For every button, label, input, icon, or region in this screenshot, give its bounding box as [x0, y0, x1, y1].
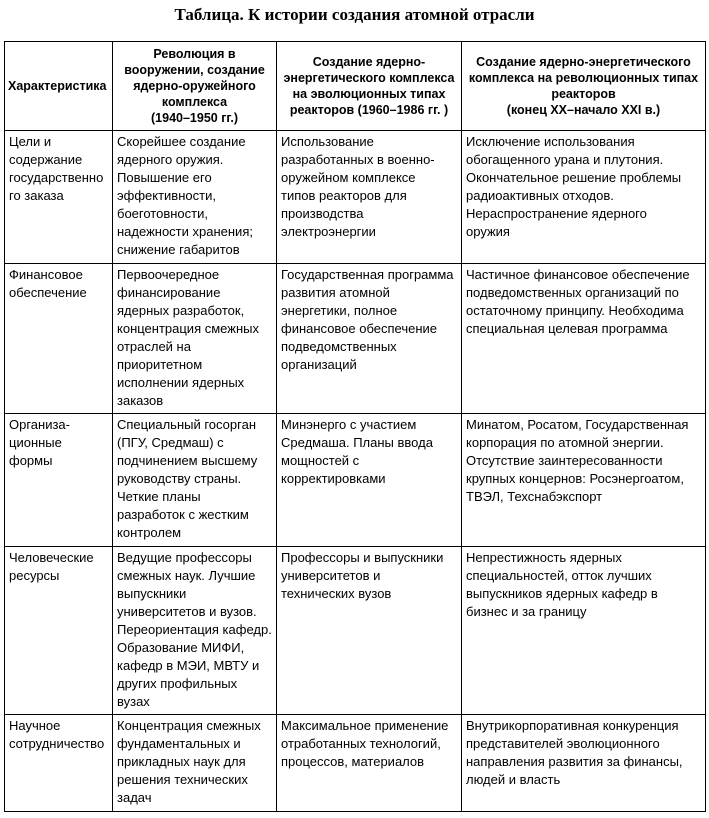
cell-text-line: комплекса	[161, 95, 228, 109]
cell-text-line: оружейном комплексе	[281, 170, 416, 185]
cell-text-line: (конец XX–начало XXI в.)	[506, 103, 661, 117]
cell-text-line: остаточному принципу. Необходима	[466, 303, 684, 318]
table-cell	[113, 715, 277, 812]
cell-text-line: электроэнергии	[281, 224, 376, 239]
cell-text-line: подведомственных организаций по	[466, 285, 679, 300]
cell-text-line: подчинением высшему	[117, 453, 258, 468]
cell-text-line: Профессоры и выпускники	[281, 550, 444, 565]
cell-text-line: специальностей, отток лучших	[466, 568, 652, 583]
cell-text-line: ТВЭЛ, Техснабэкспорт	[466, 489, 603, 504]
cell-text-line: руководству страны.	[117, 471, 242, 486]
cell-text-line: Научное	[9, 718, 61, 733]
table-cell	[462, 547, 706, 715]
cell-text-line: Минэнерго с участием	[281, 417, 417, 432]
cell-text-line: выпускников ядерных кафедр в	[466, 586, 658, 601]
cell-text-line: приоритетном	[117, 357, 203, 372]
cell-text-line: исполнении ядерных	[117, 375, 245, 390]
table-row	[5, 131, 706, 264]
table-cell	[113, 264, 277, 414]
table-row	[5, 547, 706, 715]
page-title: Таблица. К истории создания атомной отрасли	[174, 5, 535, 24]
row-label-cell	[5, 264, 113, 414]
cell-text-line: Государственная программа	[281, 267, 454, 282]
cell-text-line: Концентрация смежных	[117, 718, 261, 733]
row-label-cell	[5, 547, 113, 715]
cell-text-line: Первоочередное	[117, 267, 220, 282]
cell-text-line: типов реакторов для	[281, 188, 407, 203]
cell-text-line: разработок с жестким	[117, 507, 249, 522]
row-label-cell	[5, 414, 113, 547]
cell-text-line: энергетического комплекса	[283, 71, 455, 85]
cell-text-line: оружия	[466, 224, 510, 239]
cell-text-line: Цели и	[9, 134, 52, 149]
table-cell	[462, 131, 706, 264]
cell-text-line: подведомственных	[281, 339, 397, 354]
cell-text-line: других профильных	[117, 676, 238, 691]
cell-text-line: университетов и вузов.	[117, 604, 257, 619]
cell-text-line: Образование МИФИ,	[117, 640, 245, 655]
cell-text-line: Отсутствие заинтересованности	[466, 453, 663, 468]
cell-text-line: развития атомной	[281, 285, 390, 300]
cell-text-line: Окончательное решение проблемы	[466, 170, 682, 185]
cell-text-line: бизнес и за границу	[466, 604, 587, 619]
cell-text-line: на эволюционных типах	[292, 87, 446, 101]
cell-text-line: вузах	[117, 694, 150, 709]
cell-text-line: обеспечение	[9, 285, 87, 300]
cell-text-line: содержание	[9, 152, 83, 167]
cell-text-line: кафедр в МЭИ, МВТУ и	[117, 658, 260, 673]
table-cell	[277, 414, 462, 547]
cell-text-line: реакторов	[551, 87, 616, 101]
cell-text-line: людей и власть	[466, 772, 561, 787]
cell-text-line: Повышение его	[117, 170, 212, 185]
cell-text-line: задач	[117, 790, 152, 805]
cell-text-line: специальная целевая программа	[466, 321, 668, 336]
cell-text-line: производства	[281, 206, 364, 221]
table-cell	[277, 715, 462, 812]
cell-text-line: контролем	[117, 525, 182, 540]
cell-text-line: организаций	[281, 357, 357, 372]
cell-text-line: фундаментальных и	[117, 736, 241, 751]
cell-text-line: финансовое обеспечение	[281, 321, 438, 336]
cell-text-line: Финансовое	[9, 267, 83, 282]
cell-text-line: Скорейшее создание	[117, 134, 246, 149]
cell-text-line: радиоактивных отходов.	[466, 188, 614, 203]
cell-text-line: корпорация по атомной энергии.	[466, 435, 664, 450]
cell-text-line: боеготовности,	[117, 206, 208, 221]
cell-text-line: корректировками	[281, 471, 386, 486]
cell-text-line: ционные	[9, 435, 62, 450]
table-cell	[462, 264, 706, 414]
header-cell-revolutionary-reactors	[462, 42, 706, 131]
cell-text-line: технических вузов	[281, 586, 392, 601]
cell-text-line: снижение габаритов	[117, 242, 240, 257]
cell-text-line: Организа-	[9, 417, 70, 432]
cell-text-line: Создание ядерно-	[312, 55, 426, 69]
cell-text-line: Частичное финансовое обеспечение	[466, 267, 690, 282]
cell-text-line: заказов	[117, 393, 164, 408]
cell-text-line: университетов и	[281, 568, 381, 583]
cell-text-line: мощностей с	[281, 453, 360, 468]
cell-text-line: решения технических	[117, 772, 248, 787]
header-cell-characteristic	[5, 42, 113, 131]
cell-text-line: сотрудничество	[9, 736, 105, 751]
cell-text-line: ресурсы	[9, 568, 60, 583]
cell-text-line: финансирование	[117, 285, 221, 300]
cell-text-line: крупных концернов: Росэнергоатом,	[466, 471, 684, 486]
table-row	[5, 715, 706, 812]
cell-text-line: Внутрикорпоративная конкуренция	[466, 718, 679, 733]
table-cell	[462, 715, 706, 812]
cell-text-line: ядерных разработок,	[117, 303, 245, 318]
cell-text-line: Исключение использования	[466, 134, 635, 149]
cell-text-line: вооружении, создание	[124, 63, 265, 77]
table-cell	[113, 414, 277, 547]
cell-text-line: Переориентация кафедр.	[117, 622, 272, 637]
table-cell	[113, 131, 277, 264]
cell-text-line: Четкие планы	[117, 489, 201, 504]
cell-text-line: реакторов (1960–1986 гг. )	[289, 103, 449, 117]
cell-text-line: надежности хранения;	[117, 224, 253, 239]
cell-text-line: (1940–1950 гг.)	[151, 111, 238, 125]
cell-text-line: го заказа	[9, 188, 64, 203]
table-cell	[113, 547, 277, 715]
header-row	[5, 42, 706, 131]
cell-text-line: Средмаша. Планы ввода	[281, 435, 433, 450]
table-row	[5, 414, 706, 547]
cell-text-line: Человеческие	[9, 550, 94, 565]
cell-text-line: Ведущие профессоры	[117, 550, 252, 565]
cell-text-line: Революция в	[153, 47, 236, 61]
cell-text-line: Создание ядерно-энергетического	[476, 55, 691, 69]
cell-text-line: Непрестижность ядерных	[466, 550, 622, 565]
cell-text-line: (ПГУ, Средмаш) с	[117, 435, 224, 450]
cell-text-line: ядерно-оружейного	[133, 79, 256, 93]
cell-text-line: комплекса на революционных типах	[468, 71, 699, 85]
cell-text-line: энергетики, полное	[281, 303, 398, 318]
cell-text-line: концентрация смежных	[117, 321, 259, 336]
cell-text-line: формы	[9, 453, 53, 468]
cell-text-line: государственно	[9, 170, 104, 185]
cell-text-line: процессов, материалов	[281, 754, 425, 769]
cell-text-line: Минатом, Росатом, Государственная	[466, 417, 689, 432]
cell-text-line: выпускники	[117, 586, 187, 601]
cell-text-line: представителей эволюционного	[466, 736, 660, 751]
table-cell	[462, 414, 706, 547]
cell-text-line: Специальный госорган	[117, 417, 257, 432]
table-cell	[277, 264, 462, 414]
table-cell	[277, 131, 462, 264]
cell-text-line: направления развития за финансы,	[466, 754, 683, 769]
table-cell	[277, 547, 462, 715]
header-cell-evolutionary	[277, 42, 462, 131]
cell-text-line: Нераспространение ядерного	[466, 206, 647, 221]
cell-text-line: прикладных наук для	[117, 754, 246, 769]
cell-text-line: разработанных в военно-	[281, 152, 435, 167]
cell-text-line: эффективности,	[117, 188, 216, 203]
cell-text-line: Использование	[281, 134, 374, 149]
cell-text-line: смежных наук. Лучшие	[117, 568, 256, 583]
row-label-cell	[5, 715, 113, 812]
table-row	[5, 264, 706, 414]
cell-text-line: отраслей на	[117, 339, 191, 354]
cell-text-line: обогащенного урана и плутония.	[466, 152, 664, 167]
cell-text-line: отработанных технологий,	[281, 736, 441, 751]
history-table	[4, 41, 706, 812]
header-cell-revolution	[113, 42, 277, 131]
cell-text-line: ядерного оружия.	[117, 152, 224, 167]
cell-text-line: Характеристика	[8, 79, 107, 93]
cell-text-line: Максимальное применение	[281, 718, 449, 733]
row-label-cell	[5, 131, 113, 264]
